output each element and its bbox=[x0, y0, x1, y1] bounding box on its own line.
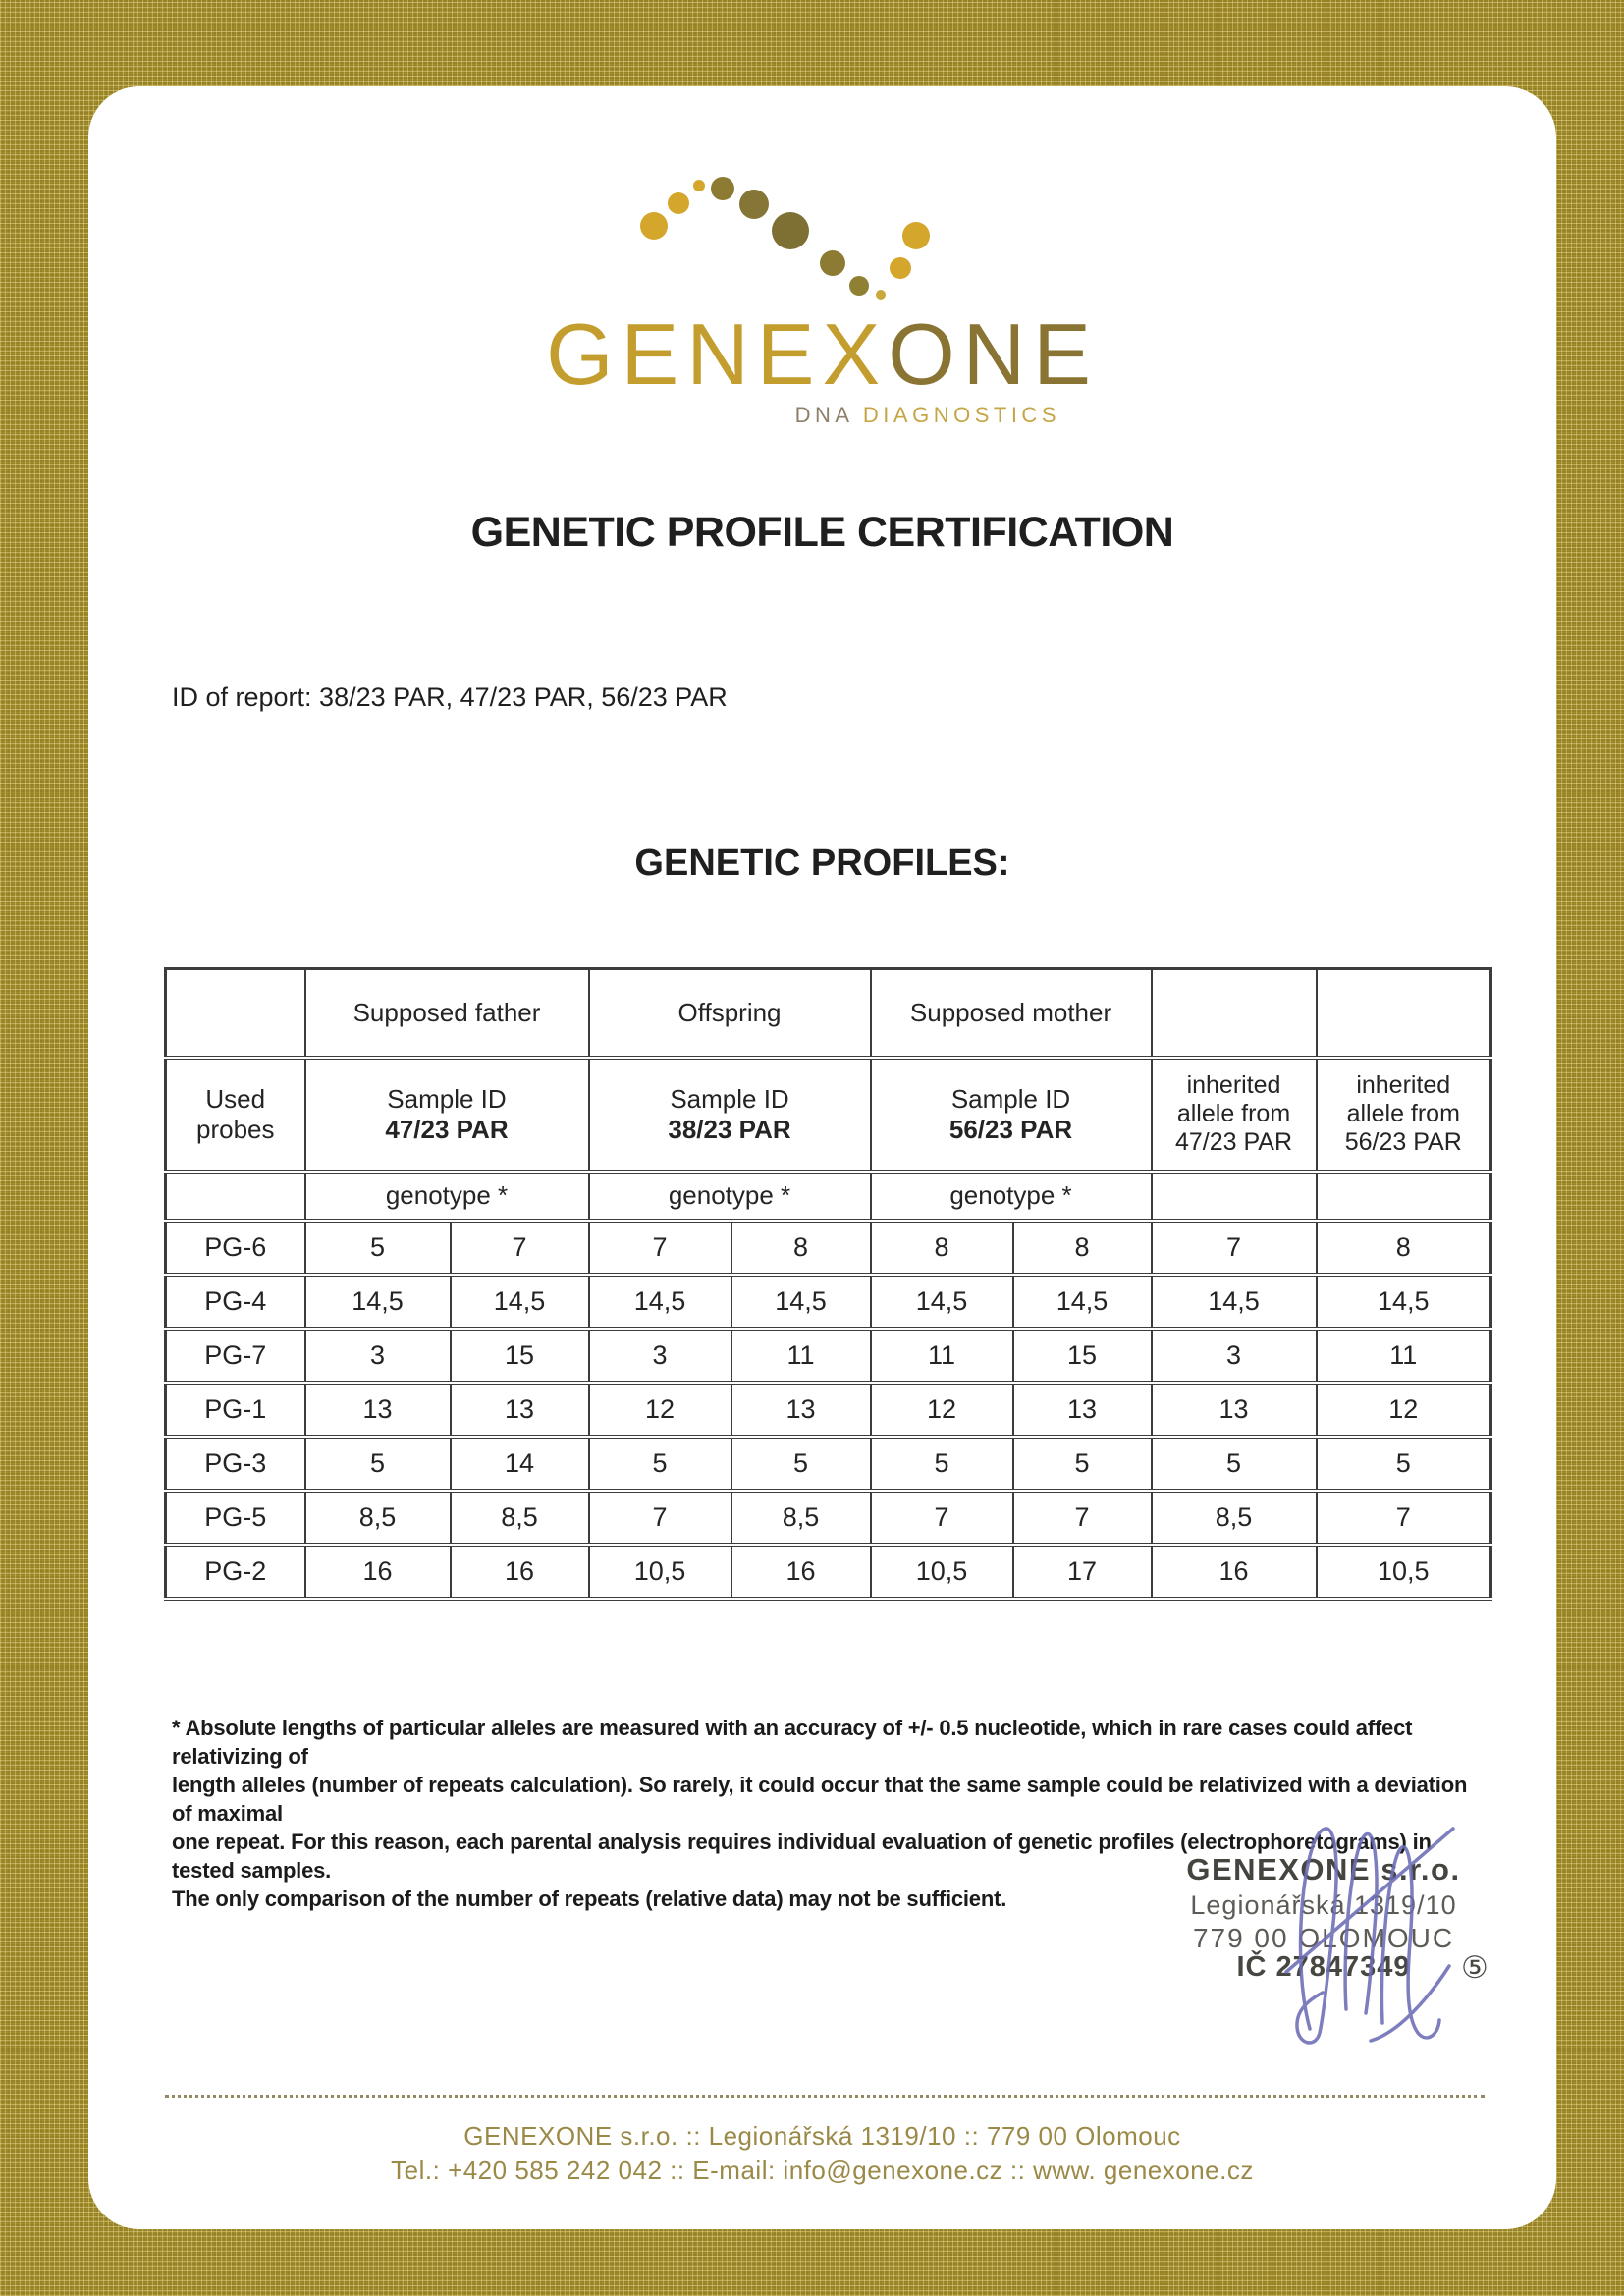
value-cell: 5 bbox=[731, 1437, 871, 1491]
value-cell: 14,5 bbox=[731, 1275, 871, 1329]
value-cell: 14,5 bbox=[1317, 1275, 1491, 1329]
value-cell: 7 bbox=[1152, 1221, 1317, 1275]
value-cell: 5 bbox=[1152, 1437, 1317, 1491]
table-row bbox=[166, 1275, 1491, 1329]
sample-id-offspring-cell bbox=[589, 1058, 871, 1172]
value-cell: 8,5 bbox=[451, 1491, 589, 1545]
value-cell: 17 bbox=[1013, 1545, 1152, 1599]
value-cell: 10,5 bbox=[589, 1545, 731, 1599]
genotype-label-cell: genotype * bbox=[871, 1172, 1152, 1221]
empty-cell bbox=[1317, 969, 1491, 1058]
role-mother-cell: Supposed mother bbox=[871, 969, 1152, 1058]
value-cell: 3 bbox=[305, 1329, 451, 1383]
value-cell: 13 bbox=[731, 1383, 871, 1437]
table-row bbox=[166, 1491, 1491, 1545]
value-cell: 12 bbox=[871, 1383, 1013, 1437]
value-cell: 14,5 bbox=[1152, 1275, 1317, 1329]
sample-id-label: Sample ID bbox=[670, 1083, 789, 1114]
tagline-dna: DNA bbox=[794, 403, 863, 427]
role-offspring-cell: Offspring bbox=[589, 969, 871, 1058]
probe-cell: PG-2 bbox=[166, 1545, 305, 1599]
value-cell: 11 bbox=[871, 1329, 1013, 1383]
footer-address-line: GENEXONE s.r.o. :: Legionářská 1319/10 :: 779 00 Olomouc bbox=[463, 2121, 1181, 2151]
inherited-header-47-cell bbox=[1152, 1058, 1317, 1172]
signature bbox=[1227, 1797, 1463, 2052]
value-cell: 7 bbox=[1317, 1491, 1491, 1545]
wordmark-one: ONE bbox=[888, 305, 1099, 403]
empty-cell bbox=[1152, 969, 1317, 1058]
inherited-line3: 47/23 PAR bbox=[1174, 1128, 1293, 1156]
sample-id-father-cell bbox=[305, 1058, 589, 1172]
value-cell: 16 bbox=[731, 1545, 871, 1599]
value-cell: 8 bbox=[1013, 1221, 1152, 1275]
empty-cell bbox=[166, 1172, 305, 1221]
value-cell: 5 bbox=[1013, 1437, 1152, 1491]
sample-id-mother-cell bbox=[871, 1058, 1152, 1172]
stamp-company-name: GENEXONE s.r.o. bbox=[1186, 1852, 1461, 1886]
table-row-genotype bbox=[166, 1172, 1491, 1221]
footer-contact-line: Tel.: +420 585 242 042 :: E-mail: info@genexone.cz :: www. genexone.cz bbox=[391, 2156, 1254, 2185]
sample-id-value: 47/23 PAR bbox=[385, 1114, 509, 1144]
genotype-label-cell: genotype * bbox=[589, 1172, 871, 1221]
value-cell: 8 bbox=[731, 1221, 871, 1275]
value-cell: 12 bbox=[589, 1383, 731, 1437]
logo-tagline bbox=[88, 403, 1060, 428]
sample-id-value: 56/23 PAR bbox=[948, 1114, 1073, 1144]
value-cell: 7 bbox=[451, 1221, 589, 1275]
value-cell: 13 bbox=[1152, 1383, 1317, 1437]
sample-id-label: Sample ID bbox=[387, 1083, 507, 1114]
table-row bbox=[166, 1545, 1491, 1599]
logo-wordmark bbox=[88, 305, 1556, 403]
stamp-badge-5: ⑤ bbox=[1461, 1950, 1489, 1985]
table-row-sample-ids bbox=[166, 1058, 1491, 1172]
value-cell: 13 bbox=[451, 1383, 589, 1437]
value-cell: 14,5 bbox=[1013, 1275, 1152, 1329]
footnote-line: The only comparison of the number of repeats (relative data) may not be sufficient. bbox=[172, 1886, 1007, 1911]
inherited-line2: allele from bbox=[1176, 1100, 1291, 1127]
value-cell: 14,5 bbox=[589, 1275, 731, 1329]
value-cell: 5 bbox=[305, 1221, 451, 1275]
corner-empty-cell bbox=[166, 969, 305, 1058]
value-cell: 8,5 bbox=[1152, 1491, 1317, 1545]
inherited-header-56-cell bbox=[1317, 1058, 1491, 1172]
value-cell: 7 bbox=[1013, 1491, 1152, 1545]
tagline-diagnostics: DIAGNOSTICS bbox=[862, 403, 1060, 427]
table-row bbox=[166, 1221, 1491, 1275]
value-cell: 8 bbox=[1317, 1221, 1491, 1275]
value-cell: 16 bbox=[451, 1545, 589, 1599]
value-cell: 16 bbox=[305, 1545, 451, 1599]
value-cell: 3 bbox=[589, 1329, 731, 1383]
inherited-line3: 56/23 PAR bbox=[1344, 1128, 1462, 1156]
value-cell: 13 bbox=[305, 1383, 451, 1437]
stamp-address-city: 779 00 OLOMOUC bbox=[1192, 1923, 1455, 1953]
value-cell: 3 bbox=[1152, 1329, 1317, 1383]
value-cell: 10,5 bbox=[871, 1545, 1013, 1599]
stamp-ic-number: IČ 27847349 bbox=[1236, 1951, 1411, 1983]
value-cell: 12 bbox=[1317, 1383, 1491, 1437]
genotype-label-cell: genotype * bbox=[305, 1172, 589, 1221]
sample-id-value: 38/23 PAR bbox=[668, 1114, 791, 1144]
wordmark-genex: GENEX bbox=[546, 305, 889, 403]
used-probes-line2: probes bbox=[196, 1114, 275, 1144]
inherited-line1: inherited bbox=[1356, 1071, 1451, 1099]
value-cell: 14,5 bbox=[305, 1275, 451, 1329]
value-cell: 5 bbox=[871, 1437, 1013, 1491]
footnote-line: * Absolute lengths of particular alleles are measured with an accuracy of +/- 0.5 nucleotide, which in rare cases could affect relativizing of bbox=[172, 1716, 1413, 1769]
used-probes-line1: Used bbox=[205, 1083, 266, 1114]
footnote-line: length alleles (number of repeats calculation). So rarely, it could occur that the same sample could be relativized with a deviation of maximal bbox=[172, 1773, 1468, 1826]
footer-dotted-separator bbox=[165, 2095, 1485, 2098]
sample-id-label: Sample ID bbox=[950, 1083, 1071, 1114]
inherited-line2: allele from bbox=[1346, 1100, 1460, 1127]
probe-cell: PG-3 bbox=[166, 1437, 305, 1491]
stamp-address-street: Legionářská 1319/10 bbox=[1190, 1890, 1457, 1920]
probe-cell: PG-5 bbox=[166, 1491, 305, 1545]
report-id-line: ID of report: 38/23 PAR, 47/23 PAR, 56/23 PAR bbox=[172, 683, 728, 712]
table-row bbox=[166, 1437, 1491, 1491]
value-cell: 5 bbox=[589, 1437, 731, 1491]
inherited-line1: inherited bbox=[1186, 1071, 1281, 1099]
value-cell: 7 bbox=[871, 1491, 1013, 1545]
probe-cell: PG-4 bbox=[166, 1275, 305, 1329]
value-cell: 5 bbox=[305, 1437, 451, 1491]
probe-cell: PG-7 bbox=[166, 1329, 305, 1383]
value-cell: 8,5 bbox=[305, 1491, 451, 1545]
empty-cell bbox=[1317, 1172, 1491, 1221]
value-cell: 11 bbox=[731, 1329, 871, 1383]
table-row-roles bbox=[166, 969, 1491, 1058]
value-cell: 14 bbox=[451, 1437, 589, 1491]
role-father-cell: Supposed father bbox=[305, 969, 589, 1058]
value-cell: 15 bbox=[451, 1329, 589, 1383]
value-cell: 14,5 bbox=[871, 1275, 1013, 1329]
certificate-page bbox=[88, 86, 1556, 2229]
value-cell: 5 bbox=[1317, 1437, 1491, 1491]
used-probes-cell bbox=[166, 1058, 305, 1172]
footnote-line: one repeat. For this reason, each parental analysis requires individual evaluation of genetic profiles (electrophoretograms) in tested samples. bbox=[172, 1830, 1432, 1883]
empty-cell bbox=[1152, 1172, 1317, 1221]
value-cell: 13 bbox=[1013, 1383, 1152, 1437]
genetic-profiles-table bbox=[164, 967, 1492, 1601]
document-title: GENETIC PROFILE CERTIFICATION bbox=[470, 509, 1174, 556]
dna-dots-logo bbox=[628, 162, 943, 309]
section-heading: GENETIC PROFILES: bbox=[634, 843, 1010, 884]
table-row bbox=[166, 1383, 1491, 1437]
value-cell: 8,5 bbox=[731, 1491, 871, 1545]
value-cell: 11 bbox=[1317, 1329, 1491, 1383]
value-cell: 14,5 bbox=[451, 1275, 589, 1329]
value-cell: 7 bbox=[589, 1221, 731, 1275]
probe-cell: PG-6 bbox=[166, 1221, 305, 1275]
probe-cell: PG-1 bbox=[166, 1383, 305, 1437]
value-cell: 15 bbox=[1013, 1329, 1152, 1383]
value-cell: 16 bbox=[1152, 1545, 1317, 1599]
value-cell: 8 bbox=[871, 1221, 1013, 1275]
value-cell: 7 bbox=[589, 1491, 731, 1545]
table-row bbox=[166, 1329, 1491, 1383]
value-cell: 10,5 bbox=[1317, 1545, 1491, 1599]
